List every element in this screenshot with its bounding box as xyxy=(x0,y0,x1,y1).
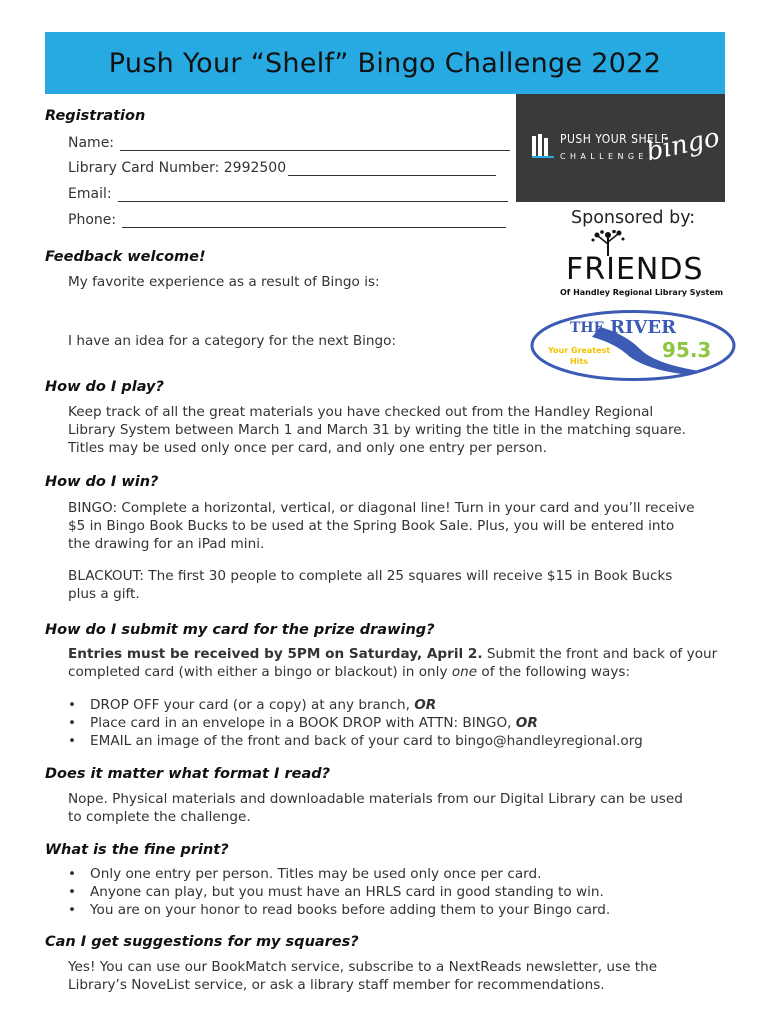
format-heading: Does it matter what format I read? xyxy=(45,766,331,782)
list-item: • Anyone can play, but you must have an HRLS card in good standing to win. xyxy=(68,884,604,900)
play-text xyxy=(68,403,686,457)
suggest-heading: Can I get suggestions for my squares? xyxy=(45,934,359,950)
books-icon xyxy=(532,134,554,158)
format-line-2: to complete the challenge. xyxy=(68,809,251,825)
friends-logo xyxy=(558,230,726,300)
blackout-text xyxy=(68,567,672,603)
name-line[interactable] xyxy=(120,136,510,151)
submit-line-2c: of the following ways: xyxy=(477,664,631,680)
page-title: Push Your “Shelf” Bingo Challenge 2022 xyxy=(108,47,662,79)
fine-print-bullets xyxy=(68,865,610,919)
friends-subtitle: Of Handley Regional Library System xyxy=(560,288,724,297)
name-label: Name: xyxy=(68,135,115,151)
win-line-4: BLACKOUT: The first 30 people to complete all 25 squares will receive $15 in Book Bucks xyxy=(68,568,673,584)
title-banner xyxy=(45,32,725,94)
suggest-line-1: Yes! You can use our BookMatch service, subscribe to a NextReads newsletter, use the xyxy=(68,959,658,975)
registration-heading: Registration xyxy=(45,108,146,124)
card-number-label: Library Card Number: 2992500 xyxy=(68,160,287,176)
email-field[interactable] xyxy=(68,186,508,202)
river-the: THE xyxy=(570,320,605,336)
play-line-3: Titles may be used only once per card, and only one entry per person. xyxy=(68,440,547,456)
river-name: RIVER xyxy=(610,317,677,338)
submit-text xyxy=(68,645,717,681)
win-heading: How do I win? xyxy=(45,474,159,490)
format-text xyxy=(68,790,683,826)
submit-line-2b: one xyxy=(451,664,478,680)
play-line-2: Library System between March 1 and March 31 by writing the title in the matching square. xyxy=(68,422,686,438)
phone-field[interactable] xyxy=(68,212,506,228)
feedback-heading: Feedback welcome! xyxy=(45,249,206,265)
river-radio-logo xyxy=(530,309,736,382)
format-line-1: Nope. Physical materials and downloadable materials from our Digital Library can be used xyxy=(68,791,683,807)
submit-line-1-rest: Submit the front and back of your xyxy=(482,646,718,662)
play-heading: How do I play? xyxy=(45,379,164,395)
list-item: • You are on your honor to read books before adding them to your Bingo card. xyxy=(68,902,611,918)
win-line-1: BINGO: Complete a horizontal, vertical, or diagonal line! Turn in your card and you’ll receive xyxy=(68,500,695,516)
submit-deadline: Entries must be received by 5PM on Saturday, April 2. xyxy=(68,646,483,662)
win-line-2: $5 in Bingo Book Bucks to be used at the Spring Book Sale. Plus, you will be entered into xyxy=(68,518,675,534)
play-line-1: Keep track of all the great materials you have checked out from the Handley Regional xyxy=(68,404,654,420)
feedback-question-2: I have an idea for a category for the next Bingo: xyxy=(68,333,397,349)
logo-challenge-text: CHALLENGE xyxy=(560,152,648,161)
list-item: • DROP OFF your card (or a copy) at any branch, OR xyxy=(68,697,437,713)
river-call-sign: WZRV xyxy=(620,366,651,376)
fine-print-heading: What is the fine print? xyxy=(45,842,229,858)
phone-label: Phone: xyxy=(68,212,117,228)
river-tagline-2: Hits xyxy=(570,357,589,366)
suggest-line-2: Library’s NoveList service, or ask a library staff member for recommendations. xyxy=(68,977,605,993)
logo-push-text: PUSH YOUR SHELF xyxy=(560,132,668,146)
list-item: • Place card in an envelope in a BOOK DROP with ATTN: BINGO, OR xyxy=(68,715,538,731)
card-number-line[interactable] xyxy=(288,161,496,176)
submit-line-2a: completed card (with either a bingo or blackout) in only xyxy=(68,664,452,680)
list-item: • EMAIL an image of the front and back of your card to bingo@handleyregional.org xyxy=(68,733,643,749)
feedback-question-1: My favorite experience as a result of Bingo is: xyxy=(68,274,380,290)
win-line-3: the drawing for an iPad mini. xyxy=(68,536,265,552)
card-number-field[interactable] xyxy=(68,160,496,176)
win-text xyxy=(68,499,695,553)
phone-line[interactable] xyxy=(122,213,506,228)
friends-name: FRIENDS xyxy=(566,252,704,287)
river-frequency: 95.3 xyxy=(662,338,712,362)
bingo-logo xyxy=(516,94,725,202)
logo-bingo-text: bingo xyxy=(643,122,723,168)
submit-heading: How do I submit my card for the prize drawing? xyxy=(45,622,435,638)
submit-bullets xyxy=(68,696,643,750)
suggest-text xyxy=(68,958,657,994)
river-tagline-1: Your Greatest xyxy=(548,346,611,355)
email-label: Email: xyxy=(68,186,112,202)
email-line[interactable] xyxy=(118,187,508,202)
list-item: • Only one entry per person. Titles may be used only once per card. xyxy=(68,866,542,882)
name-field[interactable] xyxy=(68,135,510,151)
sponsored-by-label: Sponsored by: xyxy=(571,208,696,228)
win-line-5: plus a gift. xyxy=(68,586,140,602)
